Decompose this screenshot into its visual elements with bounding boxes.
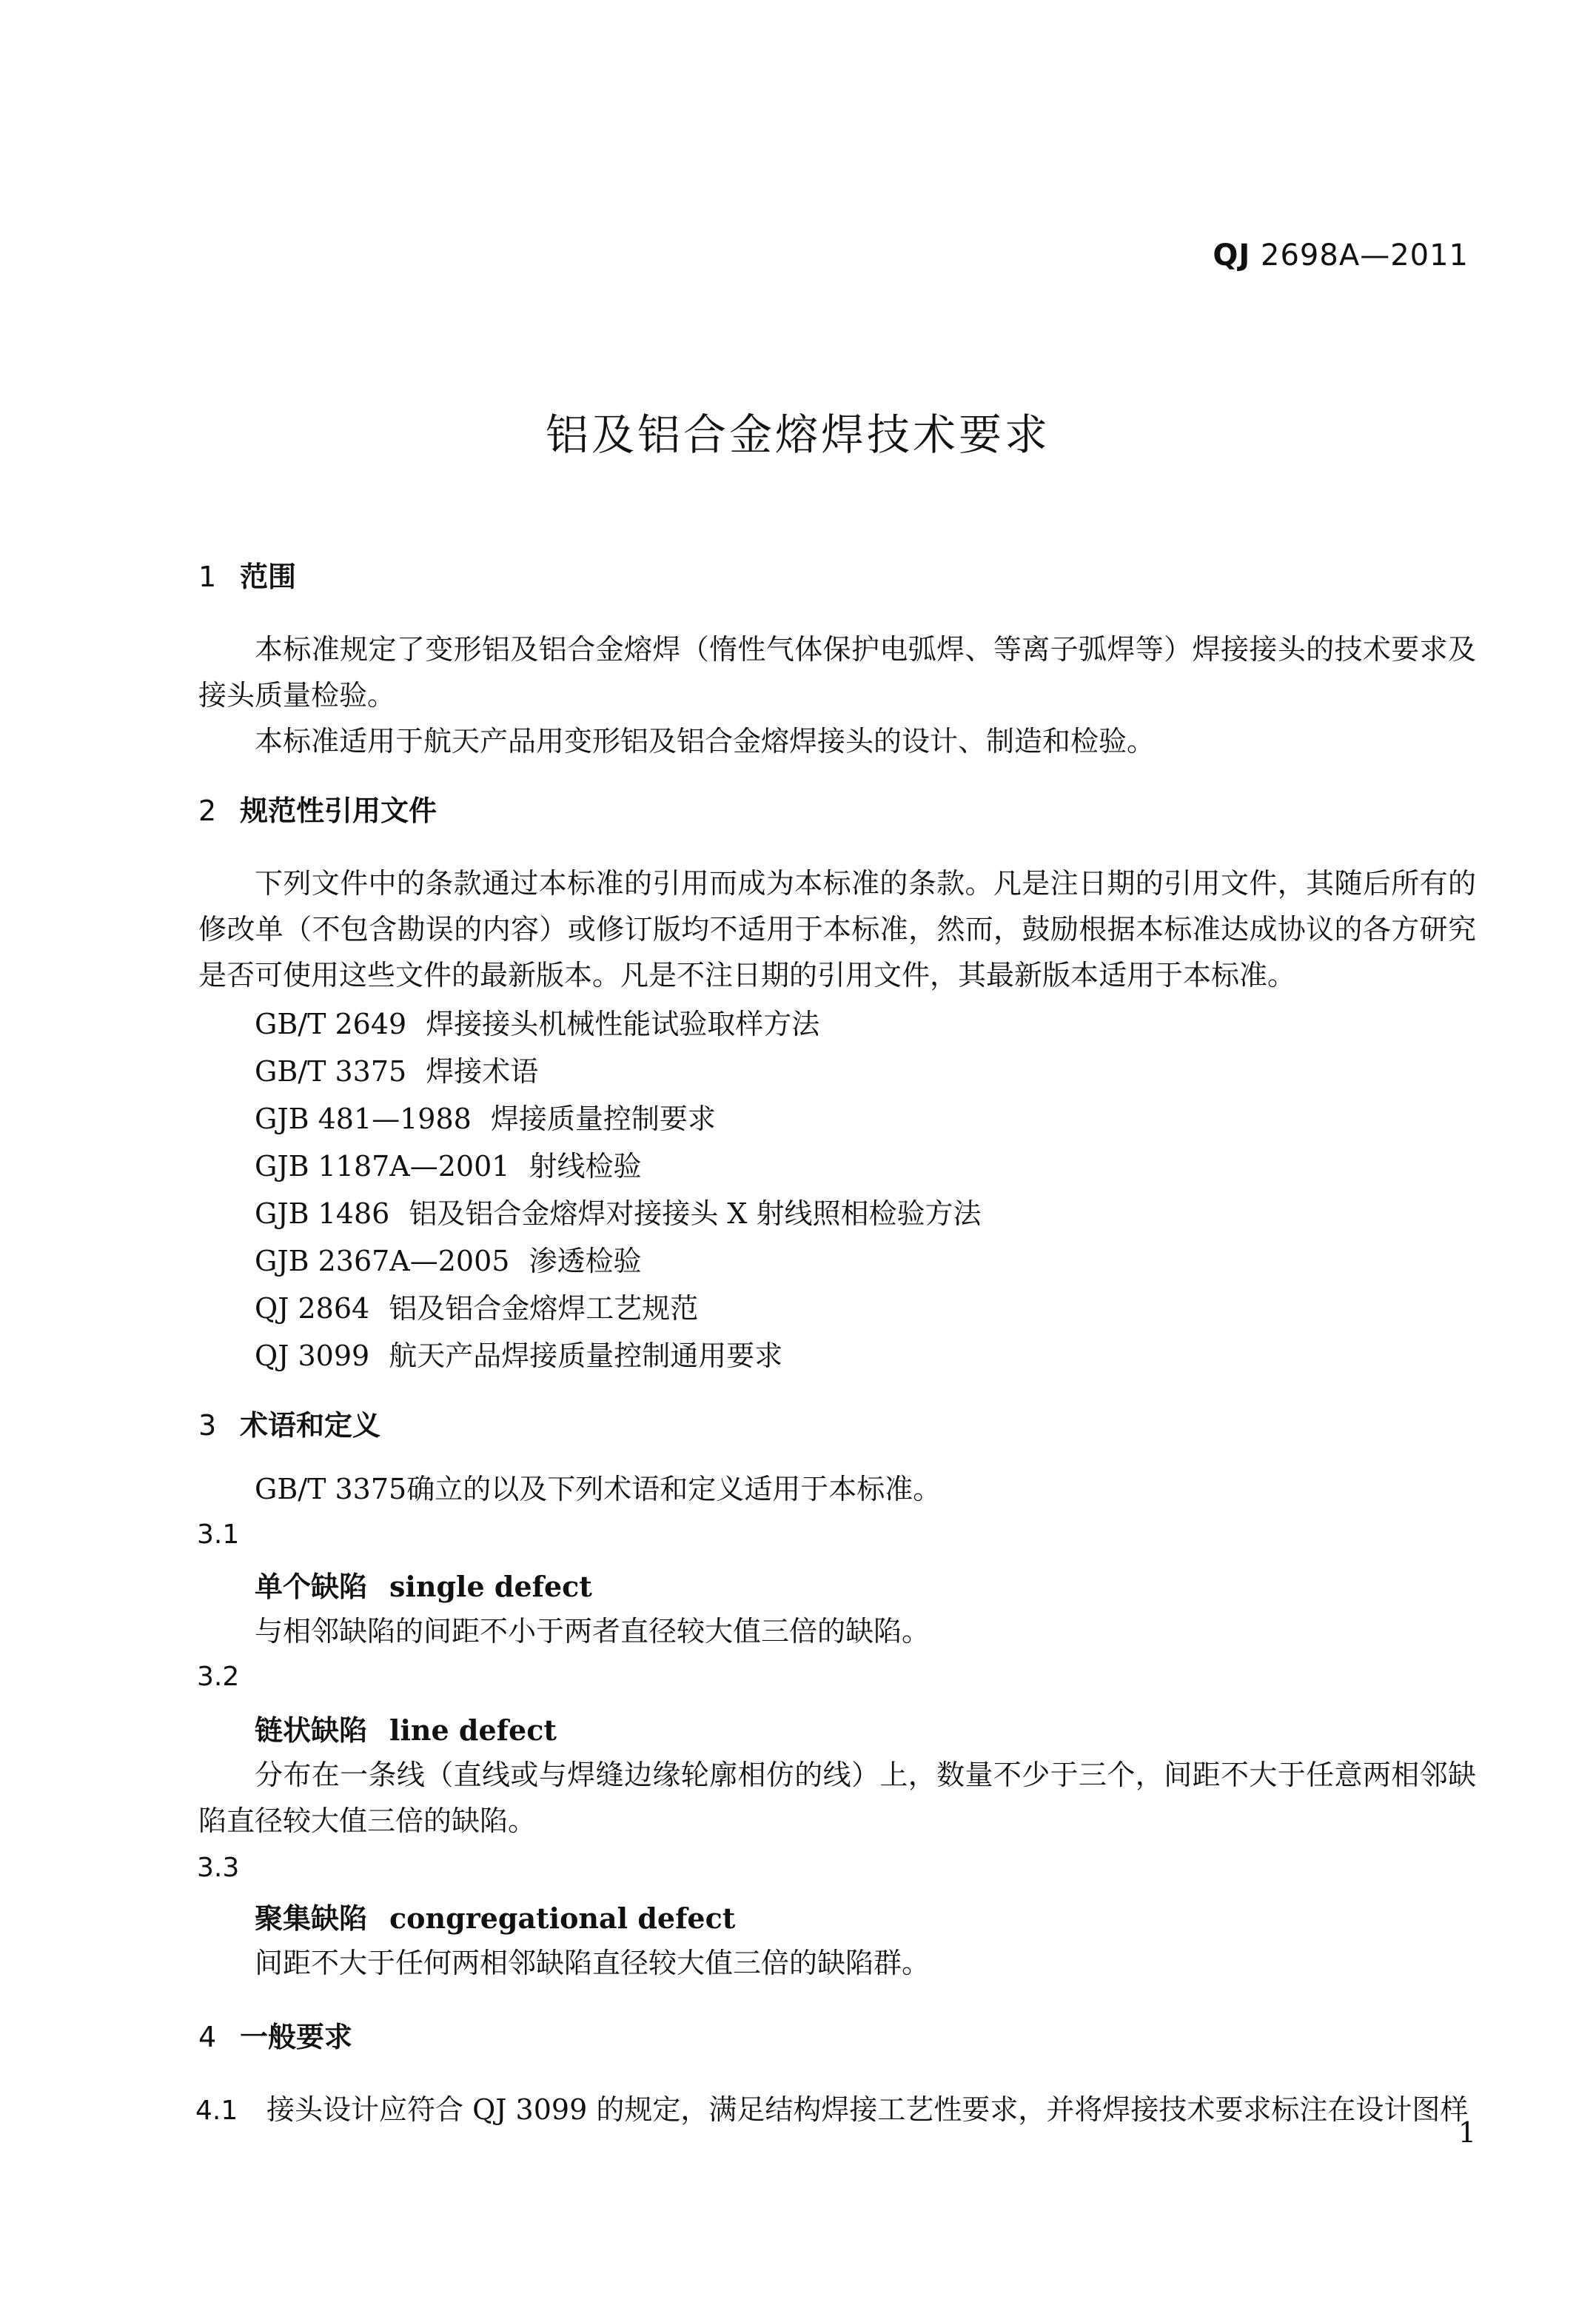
section-title: 规范性引用文件 [240,795,437,827]
section-number: 2 [198,795,217,827]
term-definition: 分布在一条线（直线或与焊缝边缘轮廓相仿的线）上，数量不少于三个，间距不大于任意两相邻缺陷直径较大值三倍的缺陷。 [198,1759,1476,1837]
page-number: 1 [1458,2116,1476,2149]
reference-code: GJB 481—1988 [255,1103,472,1135]
reference-name: 铝及铝合金熔焊工艺规范 [389,1292,699,1325]
reference-item [255,1285,698,1326]
reference-code: QJ 2864 [255,1292,370,1325]
reference-name: 焊接质量控制要求 [490,1103,716,1135]
clause-number: 3.3 [197,1853,240,1883]
reference-item [255,1191,982,1231]
term-chinese: 单个缺陷 [255,1570,368,1603]
reference-item [255,1333,782,1374]
term-definition: 与相邻缺陷的间距不小于两者直径较大值三倍的缺陷。 [255,1615,931,1648]
standard-code [1213,238,1469,272]
section-title: 范围 [240,561,297,593]
section-number: 4 [198,2021,217,2053]
reference-item [255,1049,538,1089]
term-chinese: 链状缺陷 [255,1713,368,1747]
section-title: 术语和定义 [240,1409,381,1442]
term-english: single defect [389,1570,592,1603]
terms-intro-paragraph: GB/T 3375确立的以及下列术语和定义适用于本标准。 [255,1473,942,1505]
term-definition: 间距不大于任何两相邻缺陷直径较大值三倍的缺陷群。 [255,1947,931,1979]
scope-paragraph-1: 本标准规定了变形铝及铝合金熔焊（惰性气体保护电弧焊、等离子弧焊等）焊接接头的技术要求及接头质量检验。 [198,633,1476,712]
reference-code: GB/T 2649 [255,1008,407,1040]
section-3-heading [198,1402,380,1443]
reference-name: 焊接术语 [426,1055,539,1088]
clause-number: 3.1 [197,1519,240,1550]
reference-name: 射线检验 [529,1150,642,1183]
section-1-heading [198,554,296,595]
clause-text: 接头设计应符合 QJ 3099 的规定，满足结构焊接工艺性要求，并将焊接技术要求标注在设计图样 [266,2093,1469,2126]
reference-item [255,1238,641,1279]
reference-code: GJB 1486 [255,1197,390,1230]
standard-prefix: QJ [1213,238,1251,272]
references-intro-paragraph: 下列文件中的条款通过本标准的引用而成为本标准的条款。凡是注日期的引用文件，其随后所有的修改单（不包含勘误的内容）或修订版均不适用于本标准，然而，鼓励根据本标准达成协议的各方研究是否可使用这些文件的最新版本。凡是不注日期的引用文件，其最新版本适用于本标准。 [198,867,1476,991]
reference-item [255,1143,641,1184]
section-2-heading [198,788,437,829]
reference-code: QJ 3099 [255,1340,370,1372]
scope-paragraph-2: 本标准适用于航天产品用变形铝及铝合金熔焊接头的设计、制造和检验。 [255,725,1156,757]
reference-code: GB/T 3375 [255,1055,407,1088]
section-4-heading [198,2014,352,2055]
term-chinese: 聚集缺陷 [255,1902,368,1935]
term-english: line defect [389,1713,557,1747]
section-title: 一般要求 [240,2021,353,2053]
reference-name: 焊接接头机械性能试验取样方法 [426,1008,820,1040]
document-title: 铝及铝合金熔焊技术要求 [545,409,1050,460]
reference-code: GJB 1187A—2001 [255,1150,510,1183]
reference-name: 铝及铝合金熔焊对接接头 X 射线照相检验方法 [409,1197,982,1230]
term-heading [255,1564,592,1605]
term-english: congregational defect [389,1902,736,1935]
term-heading [255,1896,735,1936]
standard-number: 2698A—2011 [1261,238,1469,272]
reference-name: 渗透检验 [529,1245,642,1277]
clause-number: 3.2 [197,1662,240,1692]
reference-item [255,1096,716,1137]
reference-name: 航天产品焊接质量控制通用要求 [389,1340,783,1372]
reference-code: GJB 2367A—2005 [255,1245,510,1277]
section-number: 3 [198,1409,217,1442]
term-heading [255,1708,557,1748]
clause-number: 4.1 [195,2096,238,2126]
clause-4-1 [195,2087,1468,2127]
reference-item [255,1001,819,1042]
section-number: 1 [198,561,217,593]
